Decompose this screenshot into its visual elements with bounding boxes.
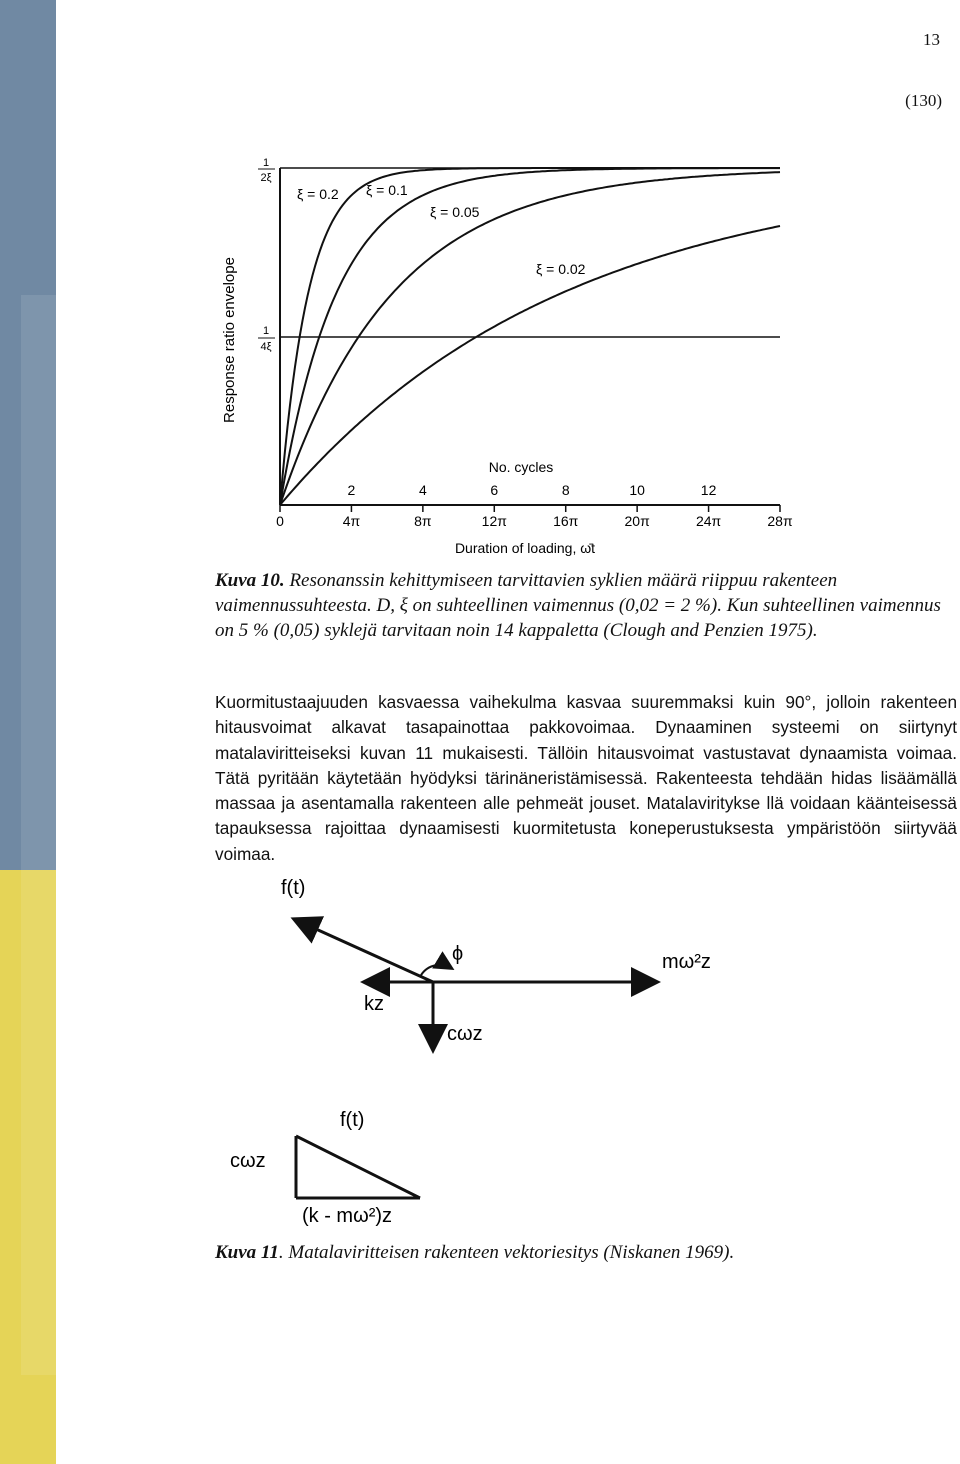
y-axis-label: Response ratio envelope — [221, 257, 238, 423]
body-paragraph: Kuormitustaajuuden kasvaessa vaihekulma kasvaa suuremmaksi kuin 90°, jolloin rakenteen hitausvoimat alkavat tasapainottaa pakkovoimaa. Dynaaminen systeemi on siirtynyt matalaviritteiseksi kuvan 11 mukaisesti. Tällöin hitausvoimat vastustavat dynaamista voimaa. Tätä pyritään käytetään hyödyksi tärinäneristämisessä. Rakenteesta tehdään hidas lisäämällä massaa ja asentamalla rakenteen alle pehmeät jouset. Matalaviritykse llä voidaan käänteisessä tapauksessa rajoittaa dynaamisesti kuormitetusta koneperustuksesta ympäristöön siirtyvää voimaa. — [215, 692, 957, 864]
page-number: 13 — [923, 30, 940, 49]
curve-label-xi-0.02: ξ = 0.02 — [536, 261, 586, 277]
curve-label-xi-0.2: ξ = 0.2 — [297, 186, 339, 202]
duration-tick-label: 8π — [414, 513, 432, 529]
duration-tick-label: 24π — [695, 513, 722, 529]
duration-tick-label: 20π — [624, 513, 650, 529]
x-axis-label: Duration of loading, ω̄t — [454, 540, 596, 556]
y-tick-mid-numerator: 1 — [262, 325, 270, 337]
triangle-label-base: (k - mω²)z — [302, 1205, 393, 1227]
label-m-omega2-z: mω²z — [662, 951, 711, 973]
curve-label-xi-0.05: ξ = 0.05 — [430, 204, 480, 220]
y-tick-top-denominator: 2ξ — [260, 172, 272, 184]
equation-number: (130) — [905, 91, 942, 110]
cycles-tick-label: 4 — [418, 482, 427, 498]
label-phi: ϕ — [452, 943, 464, 965]
figure-10-chart — [0, 0, 960, 570]
duration-tick-label: 28π — [767, 513, 793, 529]
caption-10-text: Resonanssin kehittymiseen tarvittavien syklien määrä riippuu rakenteen vaimennussuhteesta. D, ξ on suhteellinen vaimennus (0,02 = 2 %). Kun suhteellinen vaimennus on 5 % (0,05) syklejä tarvitaan noin 14 kappaletta (Clough and Penzien 1975). — [215, 570, 941, 641]
duration-tick-label: 12π — [481, 513, 507, 529]
duration-tick-label: 16π — [553, 513, 579, 529]
figure-11-caption — [215, 1240, 945, 1265]
duration-tick-label: 4π — [342, 513, 361, 529]
cycles-tick-label: 12 — [700, 482, 717, 498]
y-tick-top-numerator: 1 — [262, 157, 270, 169]
y-tick-mid-denominator: 4ξ — [260, 341, 272, 353]
label-c-omega-z: cωz — [447, 1023, 483, 1045]
caption-10-label: Kuva 10. — [215, 570, 285, 591]
cycles-tick-label: 6 — [490, 482, 499, 498]
triangle-label-f-t: f(t) — [340, 1109, 365, 1131]
cycles-axis-title: No. cycles — [488, 459, 554, 475]
caption-11-text: . Matalaviritteisen rakenteen vektoriesitys (Niskanen 1969). — [278, 1242, 735, 1263]
label-f-t-vector: f(t) — [281, 877, 306, 899]
duration-tick-label: 0 — [276, 513, 284, 529]
curve-label-xi-0.1: ξ = 0.1 — [366, 182, 408, 198]
label-kz: kz — [364, 993, 384, 1015]
cycles-ticks — [348, 482, 717, 498]
cycles-tick-label: 2 — [347, 482, 356, 498]
triangle-label-c-omega-z: cωz — [230, 1150, 266, 1172]
duration-ticks — [276, 505, 793, 529]
cycles-tick-label: 8 — [561, 482, 570, 498]
figure-10-caption — [215, 568, 945, 643]
caption-11-label: Kuva 11 — [215, 1242, 279, 1263]
envelope-curve-xi-0.05 — [280, 172, 780, 505]
cycles-tick-label: 10 — [629, 482, 645, 498]
